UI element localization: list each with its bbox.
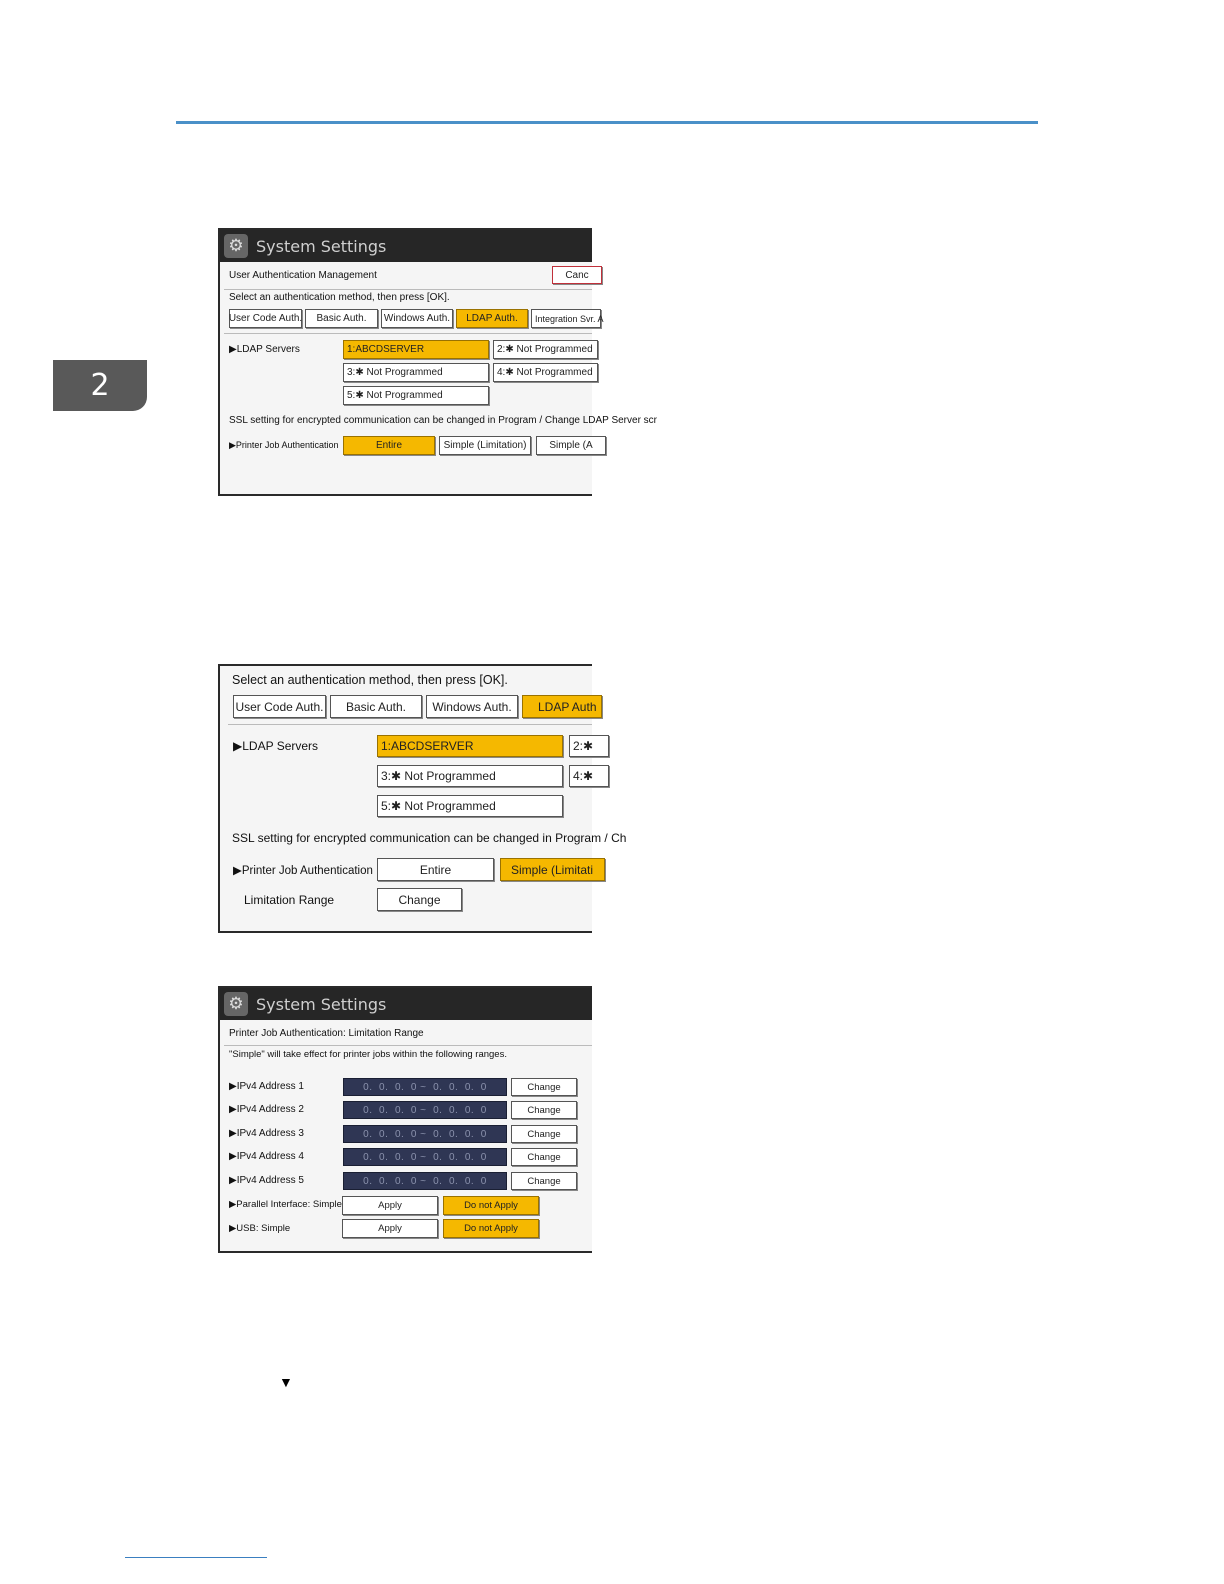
- ssl-note: SSL setting for encrypted communication can be changed in Program / Ch: [232, 831, 627, 845]
- ldap-server-3[interactable]: 3:✱ Not Programmed: [377, 765, 563, 787]
- ldap-server-1[interactable]: 1:ABCDSERVER: [343, 340, 489, 359]
- ipv4-change-button-2[interactable]: Change: [511, 1101, 577, 1119]
- screen-heading: User Authentication Management: [229, 270, 377, 281]
- cancel-button[interactable]: Canc: [552, 266, 602, 284]
- tab-basic-auth[interactable]: Basic Auth.: [330, 695, 422, 718]
- window-title: System Settings: [256, 236, 387, 256]
- tab-integration-server-auth[interactable]: Integration Svr. A: [531, 309, 601, 328]
- gear-icon: ⚙: [224, 234, 248, 258]
- ipv4-range-4: 0. 0. 0. 0 ~ 0. 0. 0. 0: [343, 1148, 507, 1166]
- ipv4-label-5: ▶IPv4 Address 5: [229, 1175, 304, 1186]
- pja-simple-limitation-button[interactable]: Simple (Limitation): [439, 436, 531, 455]
- usb-label: ▶USB: Simple: [229, 1223, 291, 1234]
- ipv4-label-1: ▶IPv4 Address 1: [229, 1081, 304, 1092]
- ipv4-label-2: ▶IPv4 Address 2: [229, 1104, 304, 1115]
- title-bar: [220, 988, 592, 1020]
- ldap-server-4[interactable]: 4:✱: [569, 765, 609, 787]
- parallel-do-not-apply-button[interactable]: Do not Apply: [443, 1196, 539, 1215]
- range-note: "Simple" will take effect for printer jobs within the following ranges.: [229, 1049, 507, 1060]
- chapter-tab: [53, 360, 147, 411]
- tab-windows-auth[interactable]: Windows Auth.: [426, 695, 518, 718]
- ipv4-change-button-1[interactable]: Change: [511, 1078, 577, 1096]
- ipv4-range-5: 0. 0. 0. 0 ~ 0. 0. 0. 0: [343, 1172, 507, 1190]
- title-bar: [220, 230, 592, 262]
- screenshot-ldap-settings: [218, 228, 658, 496]
- limitation-range-change-button[interactable]: Change: [377, 888, 462, 911]
- divider: [224, 1045, 592, 1046]
- limitation-range-label: Limitation Range: [244, 893, 335, 907]
- divider: [228, 724, 592, 725]
- tab-user-code-auth[interactable]: User Code Auth.: [229, 309, 302, 328]
- tab-windows-auth[interactable]: Windows Auth.: [381, 309, 453, 328]
- usb-apply-button[interactable]: Apply: [342, 1219, 438, 1238]
- divider: [224, 333, 592, 334]
- pja-entire-button[interactable]: Entire: [377, 858, 494, 881]
- ipv4-change-button-5[interactable]: Change: [511, 1172, 577, 1190]
- ldap-server-2[interactable]: 2:✱ Not Programmed: [493, 340, 598, 359]
- ipv4-change-button-3[interactable]: Change: [511, 1125, 577, 1143]
- ldap-server-5[interactable]: 5:✱ Not Programmed: [343, 386, 489, 405]
- ipv4-range-1: 0. 0. 0. 0 ~ 0. 0. 0. 0: [343, 1078, 507, 1096]
- ipv4-label-4: ▶IPv4 Address 4: [229, 1151, 304, 1162]
- printer-job-auth-label: ▶Printer Job Authentication: [233, 865, 373, 877]
- usb-do-not-apply-button[interactable]: Do not Apply: [443, 1219, 539, 1238]
- ipv4-change-button-4[interactable]: Change: [511, 1148, 577, 1166]
- ipv4-range-3: 0. 0. 0. 0 ~ 0. 0. 0. 0: [343, 1125, 507, 1143]
- screenshot-limitation-range: [218, 986, 592, 1253]
- gear-icon: ⚙: [224, 992, 248, 1016]
- divider: [224, 289, 592, 290]
- header-rule: [176, 121, 1038, 124]
- ldap-server-5[interactable]: 5:✱ Not Programmed: [377, 795, 563, 817]
- ldap-server-4[interactable]: 4:✱ Not Programmed: [493, 363, 598, 382]
- pja-entire-button[interactable]: Entire: [343, 436, 435, 455]
- tab-user-code-auth[interactable]: User Code Auth.: [233, 695, 326, 718]
- ipv4-label-3: ▶IPv4 Address 3: [229, 1128, 304, 1139]
- chapter-number: 2: [90, 368, 110, 403]
- window-title: System Settings: [256, 994, 387, 1014]
- instruction-text: Select an authentication method, then press [OK].: [232, 673, 508, 687]
- ipv4-range-2: 0. 0. 0. 0 ~ 0. 0. 0. 0: [343, 1101, 507, 1119]
- ssl-note: SSL setting for encrypted communication can be changed in Program / Change LDAP Server scr: [229, 415, 658, 426]
- instruction-text: Select an authentication method, then press [OK].: [229, 292, 450, 303]
- tab-ldap-auth[interactable]: LDAP Auth: [522, 695, 602, 718]
- ldap-servers-label: ▶LDAP Servers: [229, 344, 300, 355]
- ldap-server-3[interactable]: 3:✱ Not Programmed: [343, 363, 489, 382]
- printer-job-auth-label: ▶Printer Job Authentication: [229, 440, 339, 450]
- tab-ldap-auth[interactable]: LDAP Auth.: [456, 309, 528, 328]
- pja-simple-all-button[interactable]: Simple (A: [536, 436, 606, 455]
- pja-simple-limitation-button[interactable]: Simple (Limitati: [500, 858, 605, 881]
- ldap-server-1[interactable]: 1:ABCDSERVER: [377, 735, 563, 757]
- footer-link-rule: [125, 1557, 267, 1558]
- parallel-apply-button[interactable]: Apply: [342, 1196, 438, 1215]
- continue-arrow-icon: ▼: [279, 1374, 293, 1390]
- ldap-servers-label: ▶LDAP Servers: [233, 739, 319, 753]
- parallel-interface-label: ▶Parallel Interface: Simple: [229, 1199, 342, 1210]
- ldap-server-2[interactable]: 2:✱: [569, 735, 609, 757]
- screenshot-ldap-simple-limitation: [218, 664, 627, 933]
- tab-basic-auth[interactable]: Basic Auth.: [305, 309, 378, 328]
- screen-heading: Printer Job Authentication: Limitation Range: [229, 1028, 424, 1039]
